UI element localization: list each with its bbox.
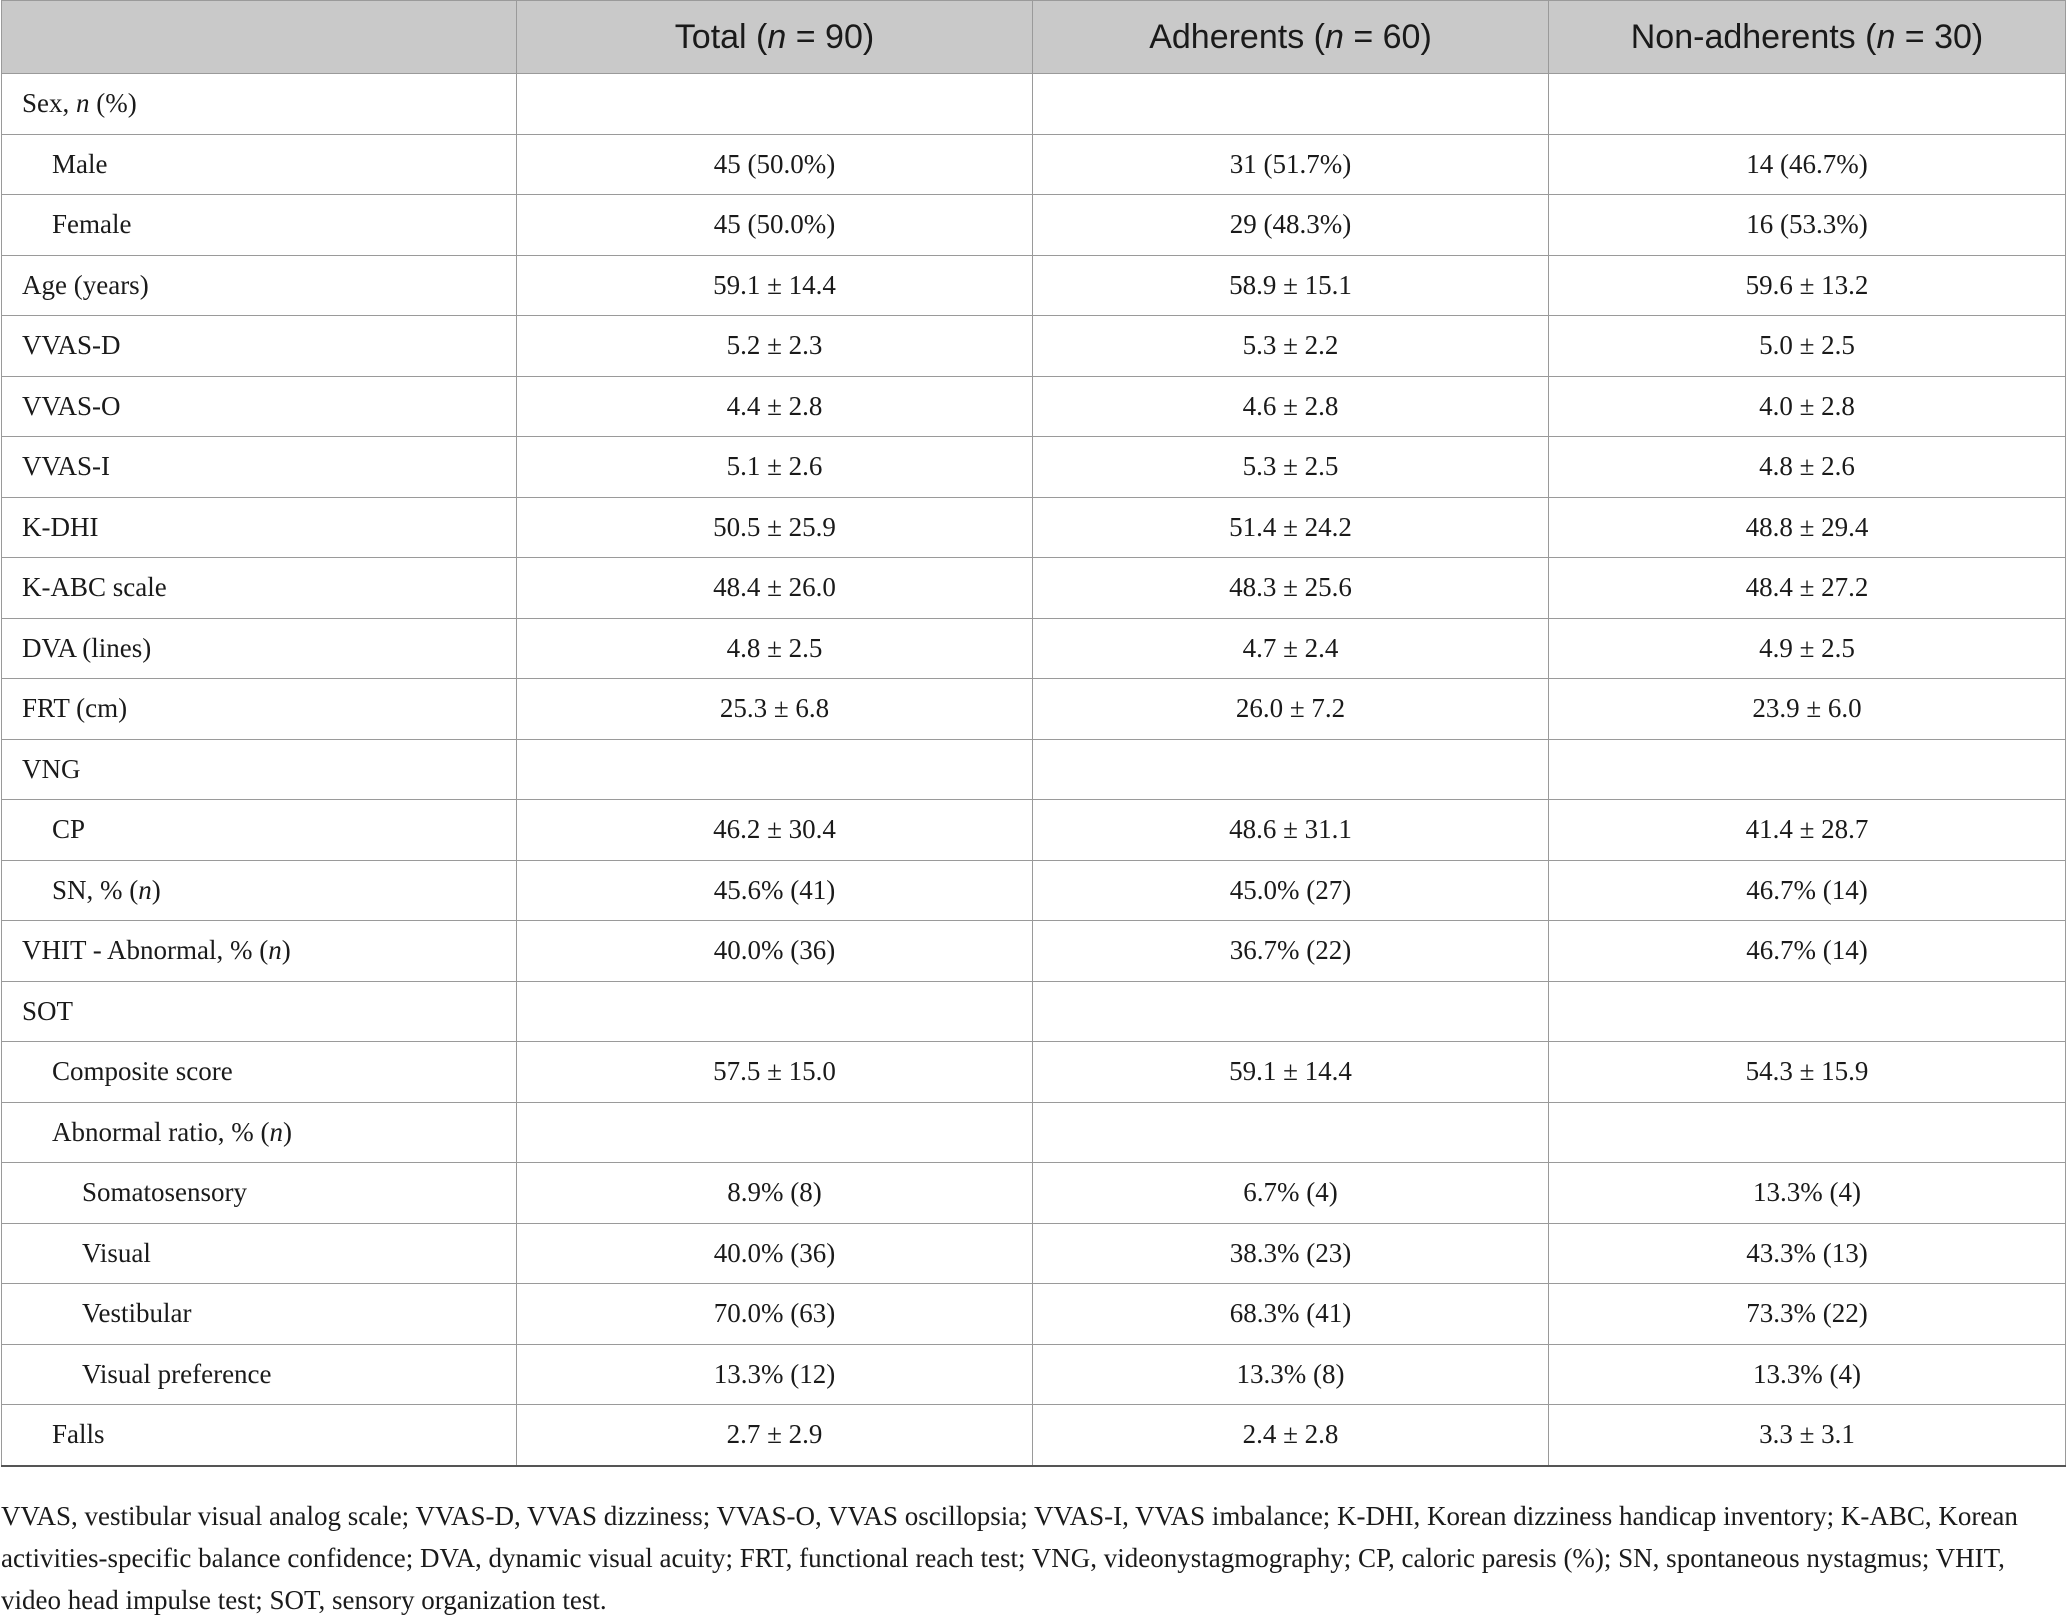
header-row	[2, 1, 2066, 74]
row-label-cell: K-DHI	[2, 497, 517, 558]
table-row	[2, 134, 2066, 195]
characteristics-table	[1, 0, 2066, 1467]
row-label-cell: VVAS-I	[2, 437, 517, 498]
row-label-cell: VVAS-O	[2, 376, 517, 437]
table-row	[2, 800, 2066, 861]
value-cell-total: 13.3% (12)	[517, 1344, 1033, 1405]
row-label-cell: Male	[2, 134, 517, 195]
row-label-cell: Vestibular	[2, 1284, 517, 1345]
value-cell-non-adherents: 43.3% (13)	[1549, 1223, 2066, 1284]
value-cell-non-adherents: 4.9 ± 2.5	[1549, 618, 2066, 679]
table-row	[2, 437, 2066, 498]
value-cell-total: 4.4 ± 2.8	[517, 376, 1033, 437]
value-cell-non-adherents: 13.3% (4)	[1549, 1163, 2066, 1224]
value-cell-non-adherents: 3.3 ± 3.1	[1549, 1405, 2066, 1466]
value-cell-total: 40.0% (36)	[517, 921, 1033, 982]
table-row	[2, 74, 2066, 135]
row-label-cell: FRT (cm)	[2, 679, 517, 740]
table-row	[2, 1042, 2066, 1103]
row-label-cell: SOT	[2, 981, 517, 1042]
table-row	[2, 981, 2066, 1042]
value-cell-non-adherents: 59.6 ± 13.2	[1549, 255, 2066, 316]
value-cell-adherents: 31 (51.7%)	[1033, 134, 1549, 195]
value-cell-adherents: 48.3 ± 25.6	[1033, 558, 1549, 619]
row-label-cell: Age (years)	[2, 255, 517, 316]
table-row	[2, 255, 2066, 316]
value-cell-adherents	[1033, 739, 1549, 800]
table-row	[2, 195, 2066, 256]
value-cell-non-adherents: 54.3 ± 15.9	[1549, 1042, 2066, 1103]
value-cell-total: 48.4 ± 26.0	[517, 558, 1033, 619]
value-cell-adherents: 68.3% (41)	[1033, 1284, 1549, 1345]
value-cell-adherents: 4.6 ± 2.8	[1033, 376, 1549, 437]
value-cell-non-adherents	[1549, 74, 2066, 135]
row-label-cell: Somatosensory	[2, 1163, 517, 1224]
header-cell-non-adherents: Non-adherents (n = 30)	[1549, 1, 2066, 74]
value-cell-non-adherents: 4.0 ± 2.8	[1549, 376, 2066, 437]
table-row	[2, 1284, 2066, 1345]
value-cell-total: 5.2 ± 2.3	[517, 316, 1033, 377]
value-cell-total: 45.6% (41)	[517, 860, 1033, 921]
row-label-cell: Falls	[2, 1405, 517, 1466]
row-label-cell: Female	[2, 195, 517, 256]
value-cell-non-adherents: 41.4 ± 28.7	[1549, 800, 2066, 861]
value-cell-adherents: 5.3 ± 2.2	[1033, 316, 1549, 377]
value-cell-total: 45 (50.0%)	[517, 195, 1033, 256]
value-cell-adherents: 5.3 ± 2.5	[1033, 437, 1549, 498]
value-cell-adherents: 36.7% (22)	[1033, 921, 1549, 982]
value-cell-total	[517, 981, 1033, 1042]
value-cell-adherents	[1033, 74, 1549, 135]
header-cell-total: Total (n = 90)	[517, 1, 1033, 74]
value-cell-non-adherents: 48.4 ± 27.2	[1549, 558, 2066, 619]
value-cell-adherents: 4.7 ± 2.4	[1033, 618, 1549, 679]
table-row	[2, 1405, 2066, 1466]
value-cell-total: 57.5 ± 15.0	[517, 1042, 1033, 1103]
row-label-cell: Visual	[2, 1223, 517, 1284]
value-cell-adherents: 26.0 ± 7.2	[1033, 679, 1549, 740]
value-cell-non-adherents: 46.7% (14)	[1549, 921, 2066, 982]
table-row	[2, 860, 2066, 921]
table-row	[2, 1102, 2066, 1163]
value-cell-total: 8.9% (8)	[517, 1163, 1033, 1224]
table-row	[2, 1163, 2066, 1224]
row-label-cell: CP	[2, 800, 517, 861]
row-label-cell: Sex, n (%)	[2, 74, 517, 135]
value-cell-total: 46.2 ± 30.4	[517, 800, 1033, 861]
row-label-cell: Visual preference	[2, 1344, 517, 1405]
table-row	[2, 921, 2066, 982]
table-row	[2, 316, 2066, 377]
value-cell-total	[517, 1102, 1033, 1163]
value-cell-total: 2.7 ± 2.9	[517, 1405, 1033, 1466]
value-cell-non-adherents: 48.8 ± 29.4	[1549, 497, 2066, 558]
row-label-cell: K-ABC scale	[2, 558, 517, 619]
value-cell-adherents	[1033, 981, 1549, 1042]
value-cell-adherents: 58.9 ± 15.1	[1033, 255, 1549, 316]
value-cell-non-adherents: 5.0 ± 2.5	[1549, 316, 2066, 377]
value-cell-total: 5.1 ± 2.6	[517, 437, 1033, 498]
table-row	[2, 497, 2066, 558]
value-cell-total: 50.5 ± 25.9	[517, 497, 1033, 558]
table-row	[2, 618, 2066, 679]
value-cell-adherents: 13.3% (8)	[1033, 1344, 1549, 1405]
header-cell-adherents: Adherents (n = 60)	[1033, 1, 1549, 74]
row-label-cell: Abnormal ratio, % (n)	[2, 1102, 517, 1163]
table-header	[2, 1, 2066, 74]
value-cell-non-adherents: 4.8 ± 2.6	[1549, 437, 2066, 498]
value-cell-adherents: 59.1 ± 14.4	[1033, 1042, 1549, 1103]
value-cell-total: 4.8 ± 2.5	[517, 618, 1033, 679]
table-row	[2, 376, 2066, 437]
row-label-cell: VVAS-D	[2, 316, 517, 377]
value-cell-total	[517, 74, 1033, 135]
header-cell-empty	[2, 1, 517, 74]
table-row	[2, 1223, 2066, 1284]
value-cell-adherents: 29 (48.3%)	[1033, 195, 1549, 256]
table-row	[2, 739, 2066, 800]
value-cell-non-adherents: 73.3% (22)	[1549, 1284, 2066, 1345]
value-cell-non-adherents: 14 (46.7%)	[1549, 134, 2066, 195]
row-label-cell: VNG	[2, 739, 517, 800]
value-cell-total: 45 (50.0%)	[517, 134, 1033, 195]
value-cell-adherents: 6.7% (4)	[1033, 1163, 1549, 1224]
value-cell-adherents: 38.3% (23)	[1033, 1223, 1549, 1284]
row-label-cell: DVA (lines)	[2, 618, 517, 679]
value-cell-total	[517, 739, 1033, 800]
value-cell-non-adherents	[1549, 981, 2066, 1042]
row-label-cell: Composite score	[2, 1042, 517, 1103]
value-cell-total: 40.0% (36)	[517, 1223, 1033, 1284]
value-cell-adherents	[1033, 1102, 1549, 1163]
value-cell-non-adherents: 46.7% (14)	[1549, 860, 2066, 921]
table-footnote: VVAS, vestibular visual analog scale; VVAS-D, VVAS dizziness; VVAS-O, VVAS oscillopsia; VVAS-I, VVAS imbalance; K-DHI, Korean dizziness handicap inventory; K-ABC, Korean activities-specific balance confidence; DVA, dynamic visual acuity; FRT, functional reach test; VNG, videonystagmography; CP, caloric paresis (%); SN, spontaneous nystagmus; VHIT, video head impulse test; SOT, sensory organization test.	[1, 1501, 2018, 1615]
table-row	[2, 558, 2066, 619]
table-row	[2, 1344, 2066, 1405]
value-cell-adherents: 51.4 ± 24.2	[1033, 497, 1549, 558]
value-cell-non-adherents: 13.3% (4)	[1549, 1344, 2066, 1405]
value-cell-non-adherents	[1549, 739, 2066, 800]
value-cell-non-adherents	[1549, 1102, 2066, 1163]
row-label-cell: SN, % (n)	[2, 860, 517, 921]
value-cell-non-adherents: 16 (53.3%)	[1549, 195, 2066, 256]
value-cell-total: 25.3 ± 6.8	[517, 679, 1033, 740]
table-row	[2, 679, 2066, 740]
row-label-cell: VHIT - Abnormal, % (n)	[2, 921, 517, 982]
value-cell-adherents: 45.0% (27)	[1033, 860, 1549, 921]
value-cell-adherents: 2.4 ± 2.8	[1033, 1405, 1549, 1466]
value-cell-adherents: 48.6 ± 31.1	[1033, 800, 1549, 861]
value-cell-non-adherents: 23.9 ± 6.0	[1549, 679, 2066, 740]
table-body	[2, 74, 2066, 1466]
value-cell-total: 59.1 ± 14.4	[517, 255, 1033, 316]
value-cell-total: 70.0% (63)	[517, 1284, 1033, 1345]
